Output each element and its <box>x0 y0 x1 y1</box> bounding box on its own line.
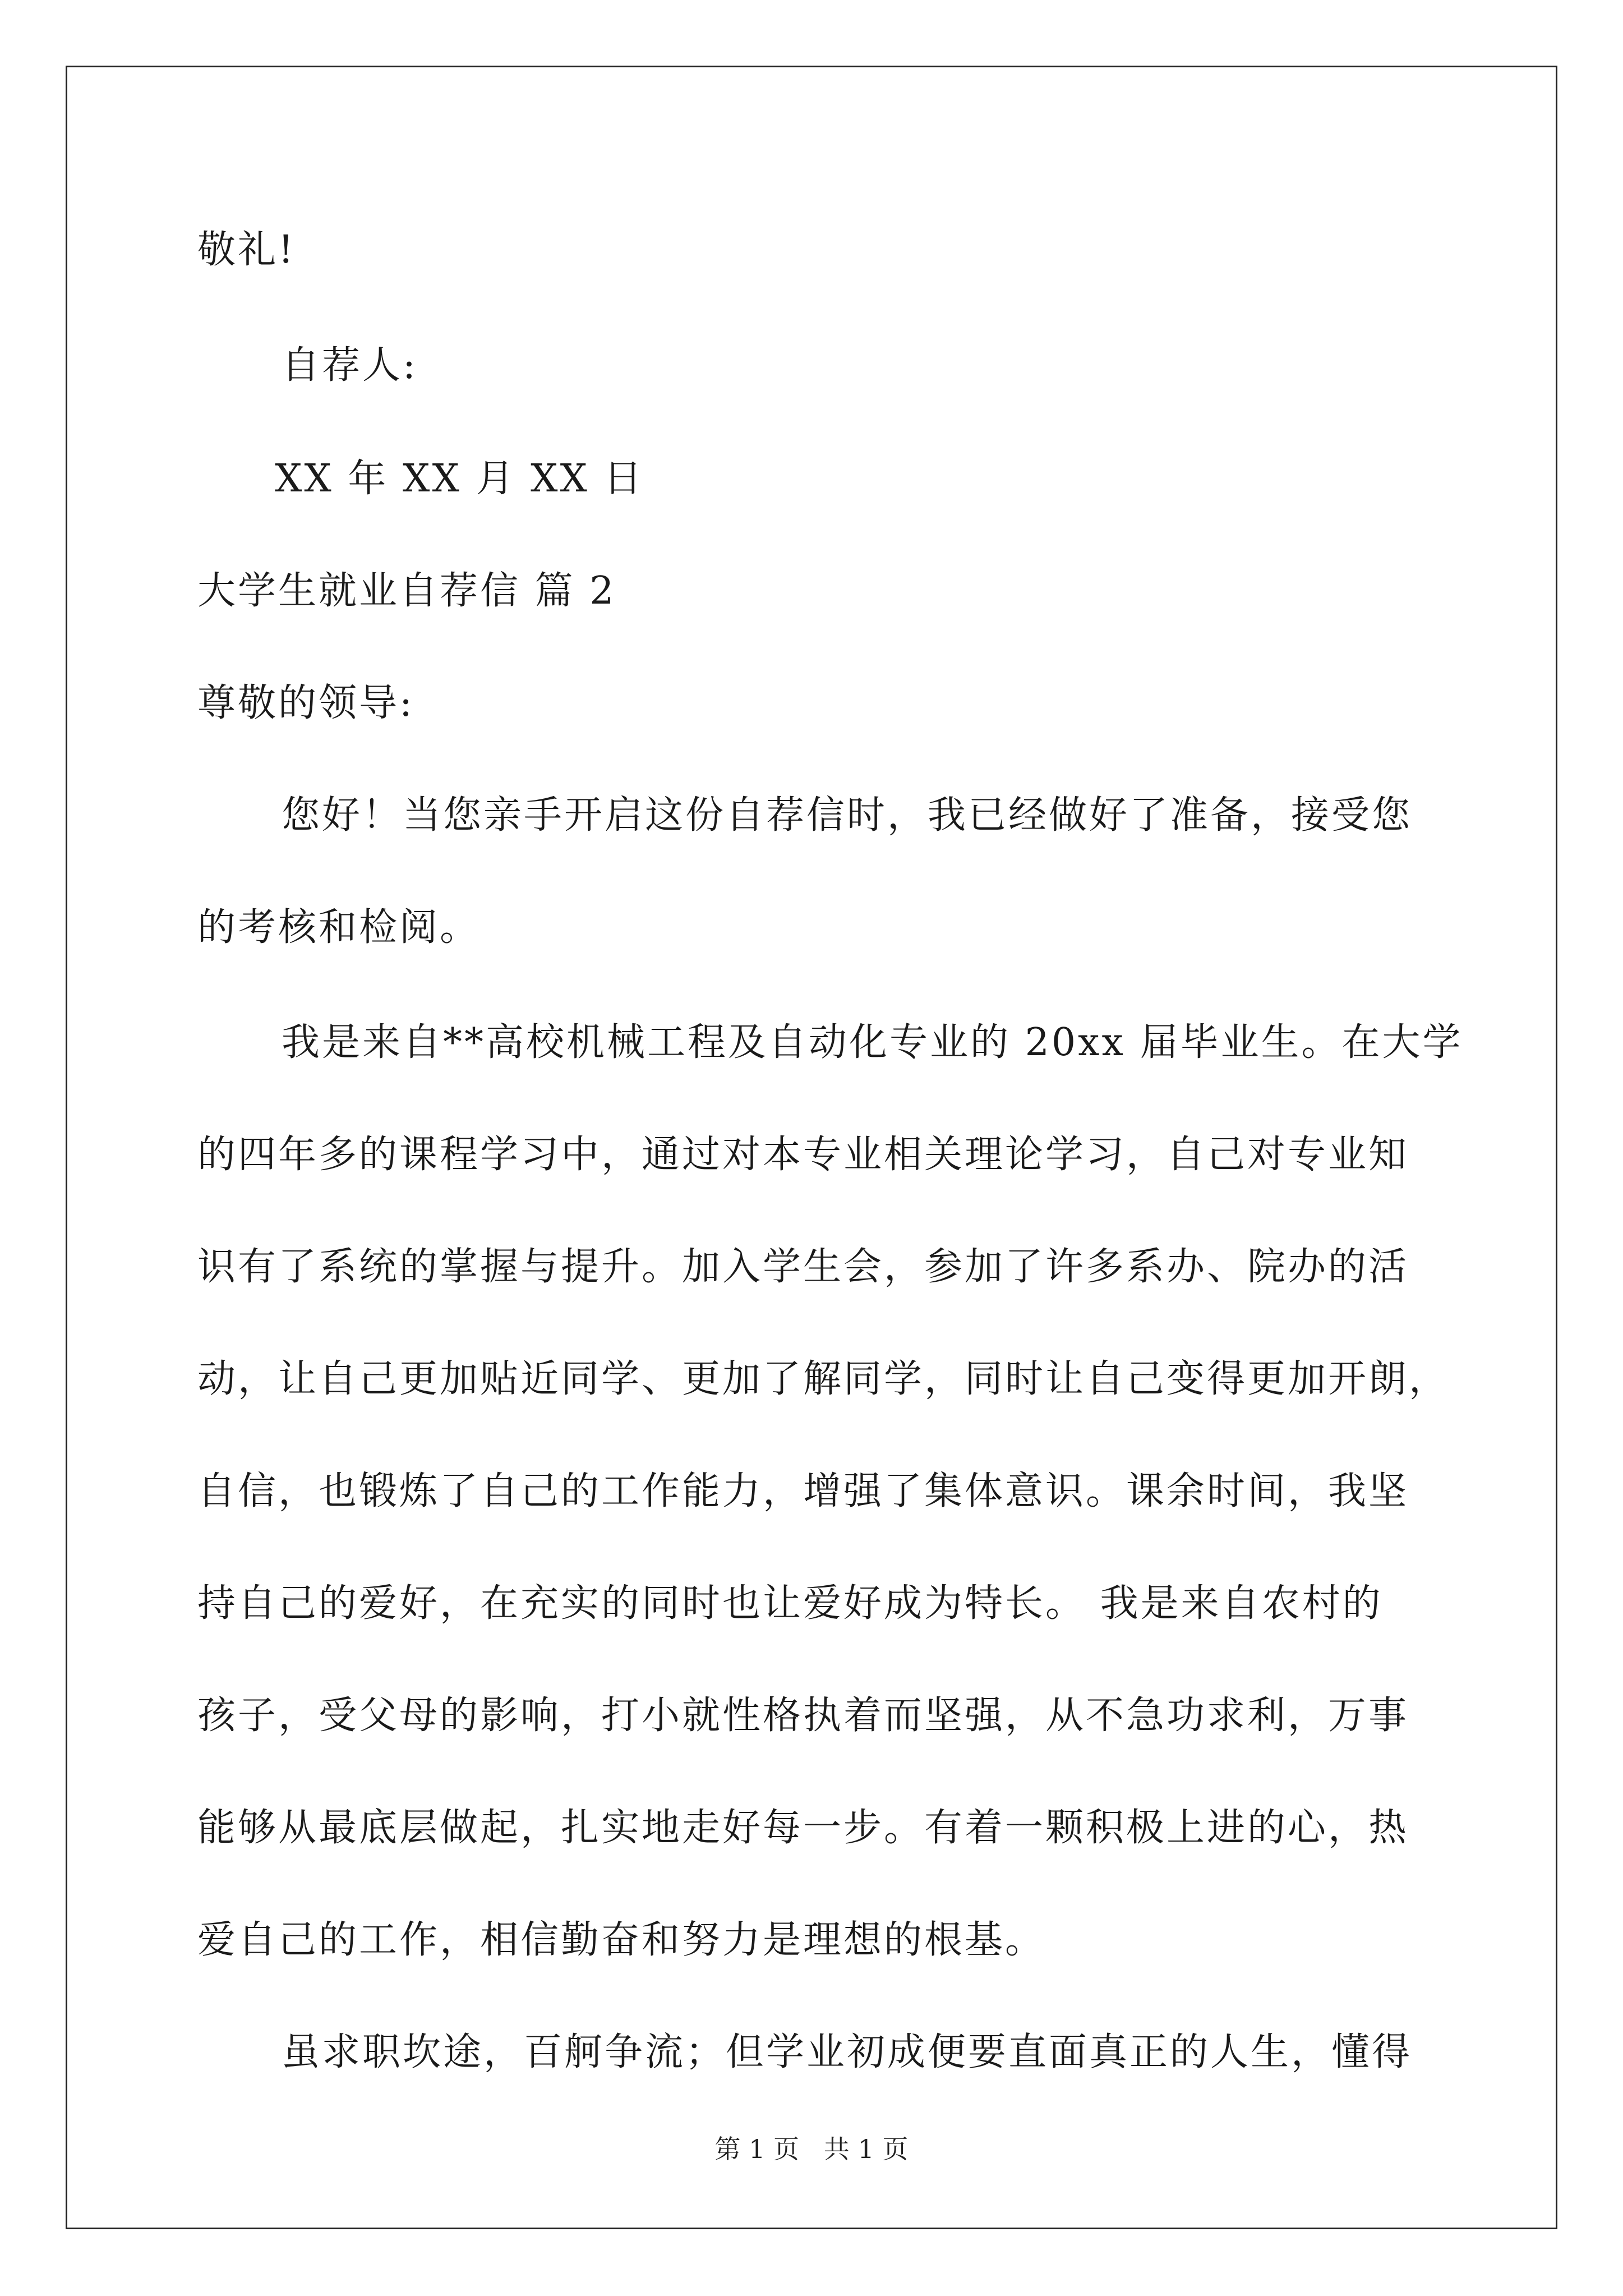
paragraph-line: 的考核和检阅。 <box>197 905 481 950</box>
paragraph-line: 您好！当您亲手开启这份自荐信时，我已经做好了准备，接受您 <box>282 793 1413 838</box>
paragraph-line: 动，让自己更加贴近同学、更加了解同学，同时让自己变得更加开朗， <box>197 1357 1450 1401</box>
page-footer: 第 1 页 共 1 页 <box>714 2134 909 2164</box>
paragraph-line: 能够从最底层做起，扎实地走好每一步。有着一颗积极上进的心，热 <box>197 1806 1409 1850</box>
paragraph-line: 虽求职坎途，百舸争流；但学业初成便要直面真正的人生，懂得 <box>282 2030 1413 2074</box>
paragraph-line: 爱自己的工作，相信勤奋和努力是理想的根基。 <box>197 1918 1046 1962</box>
paragraph-line: 自信，也锻炼了自己的工作能力，增强了集体意识。课余时间，我坚 <box>197 1469 1409 1513</box>
signature-label: 自荐人: <box>282 343 418 388</box>
paragraph-line: 的四年多的课程学习中，通过对本专业相关理论学习，自己对专业知 <box>197 1133 1409 1177</box>
paragraph-line: 识有了系统的掌握与提升。加入学生会，参加了许多系办、院办的活 <box>197 1245 1409 1289</box>
paragraph-line: 我是来自**高校机械工程及自动化专业的 20xx 届毕业生。在大学 <box>282 1020 1463 1065</box>
paragraph-line: 孩子，受父母的影响，打小就性格执着而坚强，从不急功求利，万事 <box>197 1694 1409 1738</box>
date-line: XX 年 XX 月 XX 日 <box>275 457 644 501</box>
greeting: 尊敬的领导: <box>197 681 414 725</box>
section-heading: 大学生就业自荐信 篇 2 <box>197 569 616 613</box>
closing-salutation: 敬礼! <box>197 228 296 272</box>
paragraph-line: 持自己的爱好，在充实的同时也让爱好成为特长。 我是来自农村的 <box>197 1581 1383 1626</box>
